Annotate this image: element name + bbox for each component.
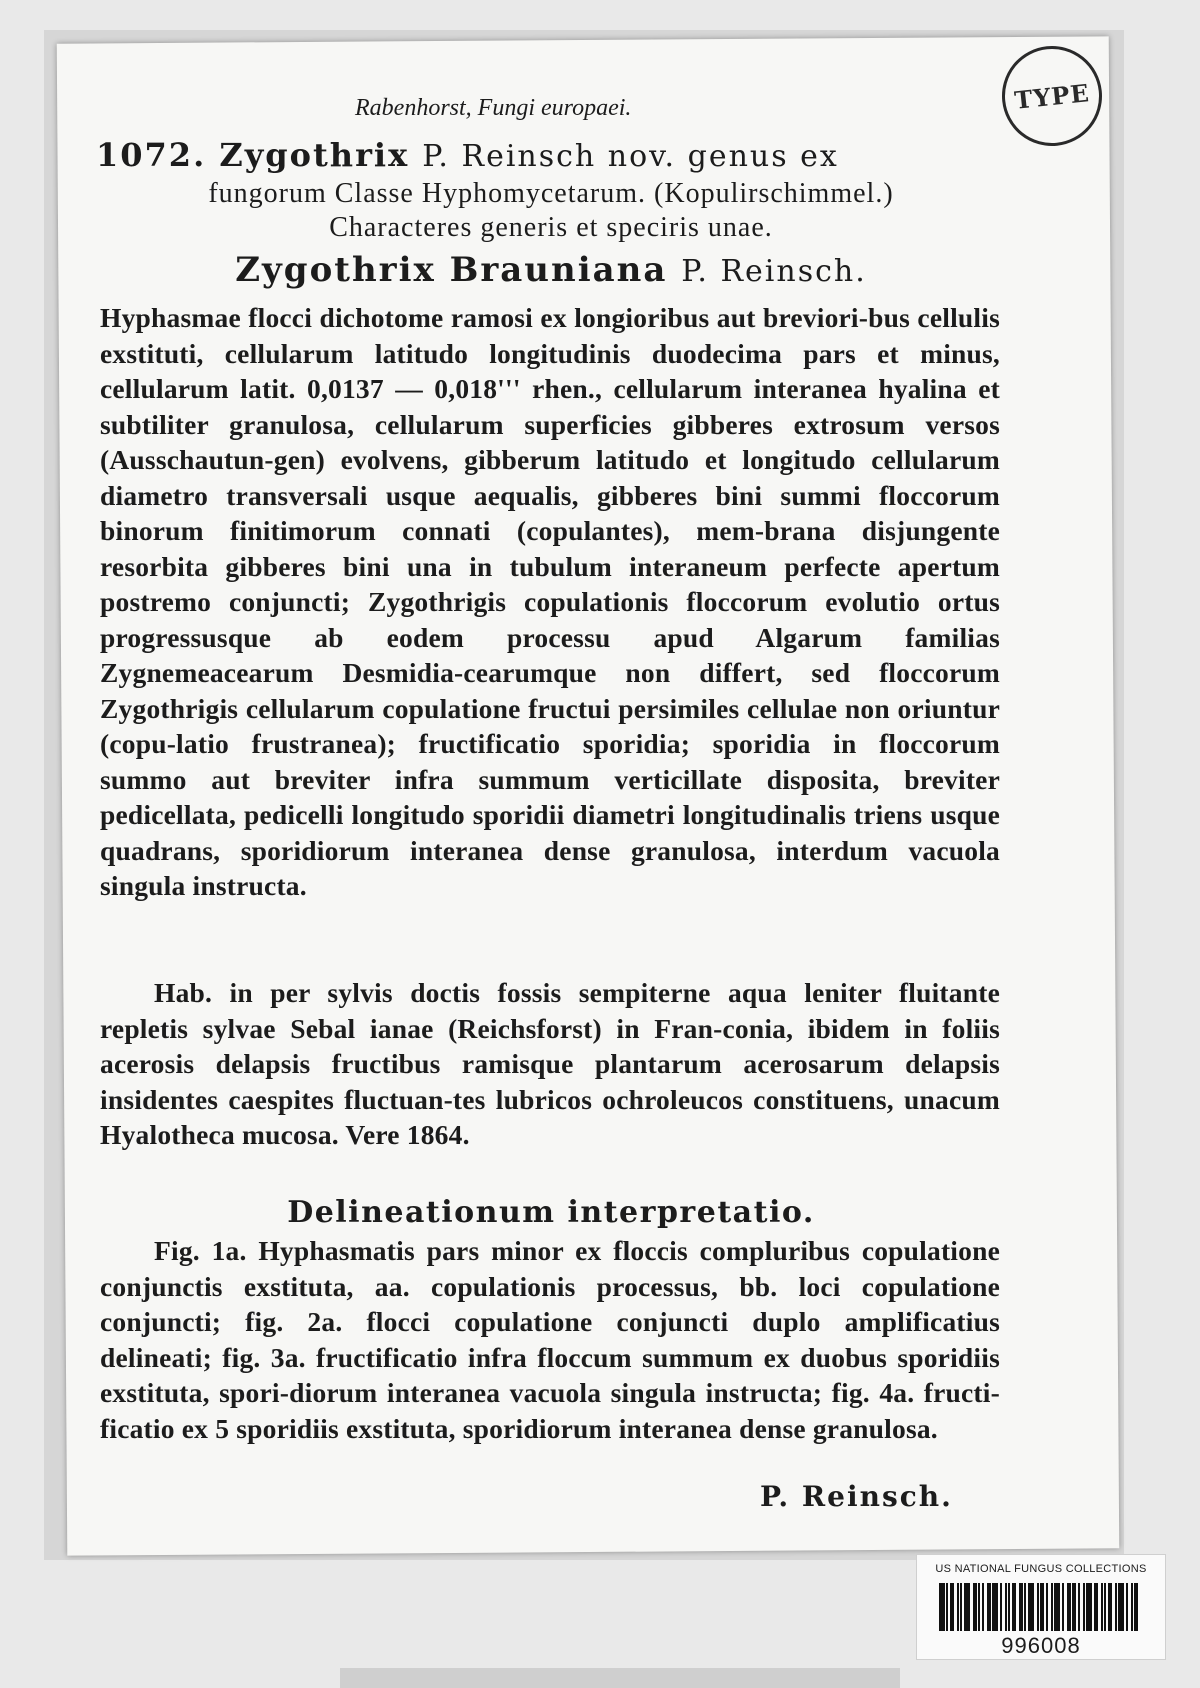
barcode-bar [1019,1583,1023,1631]
subtitle-line-1: fungorum Classe Hyphomycetarum. (Kopulirschimmel.) [208,178,894,209]
barcode-bar [1072,1583,1076,1631]
barcode-bar [1046,1583,1048,1631]
barcode-bar [1008,1583,1010,1631]
barcode-bar [1062,1583,1064,1631]
barcode-bar [1108,1583,1112,1631]
barcode-bar [1134,1583,1138,1631]
barcode-bar [1037,1583,1039,1631]
barcode-bar [1126,1583,1128,1631]
species-description: Hyphasmae flocci dichotome ramosi ex longioribus aut breviori-bus cellulis exstituti, cellularum latitudo longitudinis duodecima pars et minus, cellularum latit. 0,0137 — 0,018''' rhen., cellularum interanea hyalina et subtiliter granulosa, cellularum superficies gibberes extrosum versos (Ausschautun-gen) evolvens, gibberum latitudo et longitudo cellularum diametro transversali usque aequalis, gibberes bini summi floccorum binorum finitimorum connati (copulantes), mem-brana disjungente resorbita gibberes bini una in tubulum interaneum perfecte apertum postremo conjuncti; Zygothrigis copulationis floccorum evolutio ortus progressusque ab eodem processu apud Algarum familias Zygnemeacearum Desmidia-cearumque non differt, sed floccorum Zygothrigis cellularum copulatione fructui persimiles cellulae non oriuntur (copu-latio frustranea); fructificatio sporidia; sporidia in floccorum summo aut breviter infra summum verticillate disposita, breviter pedicellata, pedicelli longitudo sporidii diametri longitudinalis triens usque quadrans, sporidiorum interanea dense granulosa, interdum vacuola singula instructa. [100,302,1000,901]
title-number: 1072. Zygothrix [96,136,410,174]
figure-explanations: Fig. 1a. Hyphasmatis pars minor ex floccis compluribus copulatione conjunctis exstituta, aa. copulationis processus, bb. loci copulatione conjuncti; fig. 2a. flocci copulatione conjuncti duplo amplificatius delineati; fig. 3a. fructificatio infra floccum summum ex duobus sporidiis exstituta, spori-diorum interanea vacuola singula instructa; fig. 4a. fructi-ficatio ex 5 sporidiis exstituta, sporidiorum interanea dense granulosa. [100,1235,1000,1444]
barcode-bar [1067,1583,1071,1631]
barcode-bar [978,1583,980,1631]
barcode-bar [957,1583,959,1631]
barcode-number: 996008 [1001,1633,1081,1658]
barcode-bar [1054,1583,1060,1631]
barcode-bar [982,1583,984,1631]
barcode-icon [939,1583,1143,1631]
barcode-bar [987,1583,991,1631]
barcode-bar [1000,1583,1002,1631]
barcode-bar [992,1583,998,1631]
label-header: Rabenhorst, Fungi europaei. [355,95,632,121]
barcode-bar [1005,1583,1007,1631]
barcode-bar [1118,1583,1124,1631]
barcode-bar [1078,1583,1080,1631]
barcode-bar [960,1583,962,1631]
subtitle-line-2: Characteres generis et speciris unae. [329,212,773,243]
barcode-bar [1104,1583,1106,1631]
barcode-caption: US NATIONAL FUNGUS COLLECTIONS [935,1563,1147,1575]
sheet-edge [340,1668,900,1688]
barcode-bar [1040,1583,1044,1631]
barcode-bar [964,1583,970,1631]
species-title [96,250,1006,290]
author-signature: P. Reinsch. [760,1480,953,1513]
barcode-bar [1086,1583,1092,1631]
barcode-bar [1083,1583,1085,1631]
barcode-bar [939,1583,945,1631]
barcode-bar [1012,1583,1016,1631]
habitat-text: Hab. in per sylvis doctis fossis sempiterne aqua leniter fluitante repletis sylvae Sebal ianae (Reichsforst) in Fran-conia, ibidem in foliis acerosis delapsis fructibus ramisque plantarum acerosarum delapsis insidentes caespites fluctuan-tes lubricos ochroleucos constituens, unacum Hyalotheca mucosa. Vere 1864. [100,977,1000,1150]
barcode-bar [950,1583,954,1631]
species-name: Zygothrix Brauniana [235,250,668,290]
barcode-bar [1131,1583,1133,1631]
barcode-bar [1101,1583,1103,1631]
barcode-bar [973,1583,977,1631]
barcode-bar [1051,1583,1053,1631]
barcode-bar [1024,1583,1026,1631]
barcode-bar [1028,1583,1034,1631]
barcode-bar [946,1583,948,1631]
label-title [96,136,1006,174]
barcode-bar [1094,1583,1098,1631]
barcode-label [916,1554,1166,1660]
title-rest: P. Reinsch nov. genus ex [422,139,839,174]
species-author: P. Reinsch. [681,254,867,289]
type-stamp-text: TYPE [1013,77,1091,115]
barcode-bar [1115,1583,1117,1631]
section-title: Delineationum interpretatio. [287,1195,815,1230]
